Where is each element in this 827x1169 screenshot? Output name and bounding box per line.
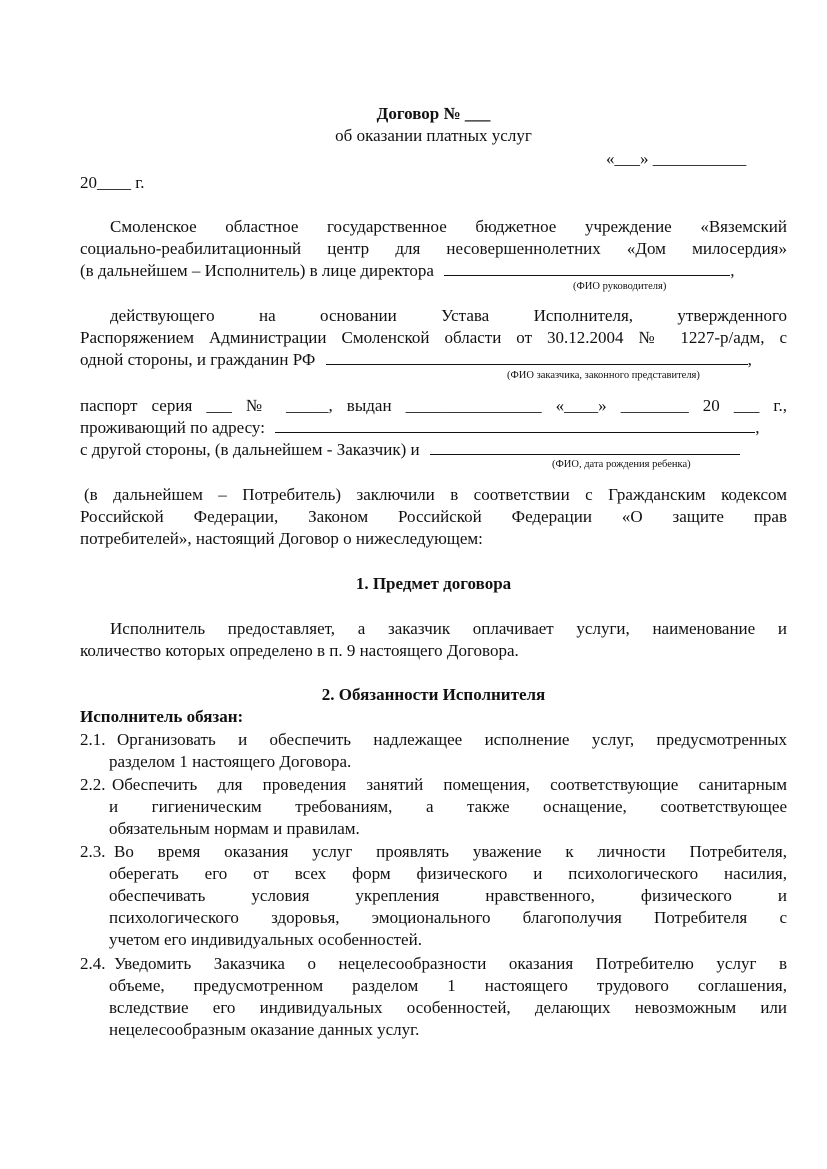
intro-p4-line1: (в дальнейшем – Потребитель) заключили в соответствии с Гражданским кодексом — [84, 485, 787, 504]
date-line: «___» ___________ — [606, 149, 747, 168]
item-line: обязательным нормам и правилам. — [109, 819, 360, 838]
item-line: разделом 1 настоящего Договора. — [109, 752, 352, 771]
item-line: психологического здоровья, эмоционального благополучия Потребителя с — [109, 908, 787, 927]
list-item-2-3 — [80, 841, 787, 951]
intro-p2-line1: действующего на основании Устава Исполнителя, утвержденного — [110, 306, 787, 325]
list-item-2-1 — [80, 729, 787, 773]
section1-line1: Исполнитель предоставляет, а заказчик оплачивает услуги, наименование и — [110, 619, 787, 638]
other-party-text: с другой стороны, (в дальнейшем - Заказчик) и — [80, 440, 420, 459]
customer-hint: (ФИО заказчика, законного представителя) — [507, 370, 700, 381]
item-line: Во время оказания услуг проявлять уважение к личности Потребителя, — [114, 842, 787, 861]
intro-p1-line3 — [80, 260, 787, 282]
item-line: объеме, предусмотренном разделом 1 настоящего трудового соглашения, — [109, 976, 787, 995]
address-line — [80, 417, 787, 439]
director-hint: (ФИО руководителя) — [573, 281, 667, 292]
address-label: проживающий по адресу: — [80, 418, 265, 437]
list-item-2-4 — [80, 953, 787, 1041]
item-line: нецелесообразным оказание данных услуг. — [109, 1020, 420, 1039]
director-name-field[interactable] — [444, 260, 730, 276]
item-number: 2.4. — [80, 954, 106, 973]
item-line: вследствие его индивидуальных особенностей, делающих невозможным или — [109, 998, 787, 1017]
intro-p2-line2: Распоряжением Администрации Смоленской области от 30.12.2004 № 1227-р/адм, с — [80, 328, 787, 347]
item-number: 2.3. — [80, 842, 106, 861]
intro-p1-line1: Смоленское областное государственное бюджетное учреждение «Вяземский — [110, 217, 787, 236]
item-line: Уведомить Заказчика о нецелесообразности оказания Потребителю услуг в — [114, 954, 787, 973]
passport-line: паспорт серия ___ № _____, выдан ________________ «____» ________ 20 ___ г., — [80, 396, 787, 415]
intro-p2-line3-text: одной стороны, и гражданин РФ — [80, 350, 316, 369]
section2-title: 2. Обязанности Исполнителя — [321, 685, 546, 704]
contract-subtitle: об оказании платных услуг — [335, 126, 532, 145]
item-number: 2.1. — [80, 730, 106, 749]
intro-p4-line2: Российской Федерации, Законом Российской Федерации «О защите прав — [80, 507, 787, 526]
intro-p4-line3: потребителей», настоящий Договор о нижеследующем: — [80, 529, 483, 548]
item-line: Организовать и обеспечить надлежащее исполнение услуг, предусмотренных — [117, 730, 787, 749]
comma: , — [755, 418, 760, 437]
intro-p2-line3 — [80, 349, 787, 371]
contract-title: Договор № ___ — [376, 104, 491, 123]
section1-line2: количество которых определено в п. 9 настоящего Договора. — [80, 641, 519, 660]
item-number: 2.2. — [80, 775, 106, 794]
item-line: учетом его индивидуальных особенностей. — [109, 930, 422, 949]
child-name-field[interactable] — [430, 439, 740, 455]
intro-p1-line3-text: (в дальнейшем – Исполнитель) в лице директора — [80, 261, 434, 280]
year-line: 20____ г. — [80, 173, 145, 192]
child-hint: (ФИО, дата рождения ребенка) — [552, 459, 691, 470]
section1-title: 1. Предмет договора — [355, 574, 512, 593]
comma: , — [730, 261, 735, 280]
comma: , — [747, 350, 752, 369]
other-party-line — [80, 439, 787, 461]
item-line: оберегать его от всех форм физического и психологического насилия, — [109, 864, 787, 883]
list-item-2-2 — [80, 774, 787, 840]
intro-p1-line2: социально-реабилитационный центр для несовершеннолетних «Дом милосердия» — [80, 239, 787, 258]
section2-lead: Исполнитель обязан: — [80, 707, 244, 726]
item-line: Обеспечить для проведения занятий помещения, соответствующие санитарным — [112, 775, 787, 794]
customer-name-field[interactable] — [326, 349, 748, 365]
address-field[interactable] — [275, 417, 755, 433]
item-line: обеспечивать условия укрепления нравственного, физического и — [109, 886, 787, 905]
item-line: и гигиеническим требованиям, а также оснащение, соответствующее — [109, 797, 787, 816]
